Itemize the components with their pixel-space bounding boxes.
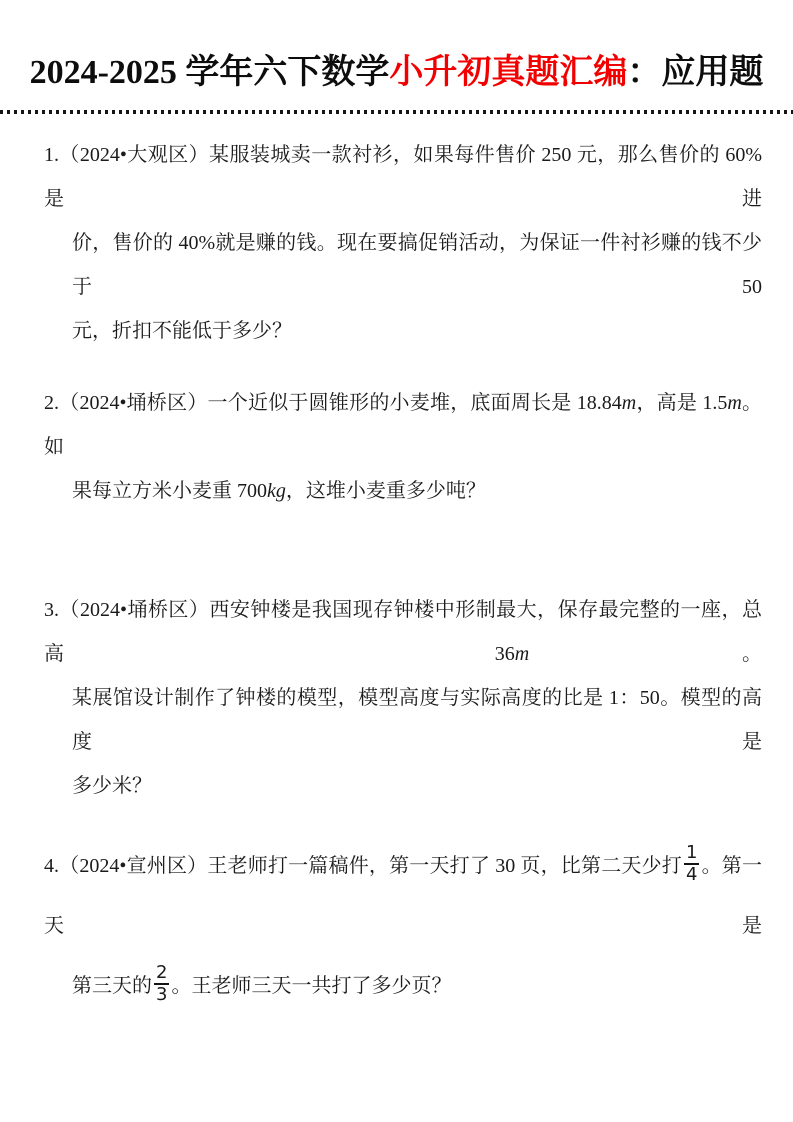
page-title [0, 44, 793, 93]
dotted-divider-line [0, 110, 793, 114]
fraction-numerator: 1 [685, 842, 698, 864]
text-segment: m [727, 392, 742, 414]
question-number: 2. [44, 392, 59, 414]
text-segment: m [621, 392, 637, 414]
question-block [44, 836, 762, 1016]
fraction-denominator: 4 [685, 864, 698, 886]
text-segment: ，这堆小麦重多少吨？ [285, 480, 486, 502]
question-line [72, 676, 762, 764]
text-segment: （2024•埇桥区）一个近似于圆锥形的小麦堆，底面周长是 18.84 [59, 392, 622, 414]
question-line [44, 836, 762, 956]
question-line [72, 221, 762, 309]
text-segment: 元，折扣不能低于多少？ [72, 320, 292, 342]
title-highlight: 小升初真题汇编 [389, 54, 628, 91]
question-line [72, 469, 762, 513]
question-line [44, 381, 762, 469]
fraction-denominator: 3 [156, 984, 168, 1006]
question-number: 4. [44, 855, 59, 877]
text-segment: 。 [529, 643, 763, 665]
question-number: 3. [44, 599, 59, 621]
text-segment: 果每立方米小麦重 700 [72, 480, 267, 502]
fraction [154, 963, 169, 1005]
text-segment: 。第一天是 [44, 855, 762, 937]
text-segment: （2024•埇桥区）西安钟楼是我国现存钟楼中形制最大，保存最完整的一座，总高 36 [44, 599, 762, 665]
text-segment: 某展馆设计制作了钟楼的模型，模型高度与实际高度的比是 1：50。模型的高度是 [72, 687, 762, 753]
text-segment: kg [267, 480, 286, 502]
text-segment: 。如 [44, 392, 763, 458]
text-segment: 多少米？ [72, 775, 152, 797]
question-block [44, 381, 762, 513]
question-block [44, 133, 762, 353]
text-segment: 第三天的 [72, 975, 152, 997]
text-segment: m [514, 643, 530, 665]
question-line [44, 133, 762, 221]
question-line [72, 764, 762, 808]
fraction-numerator: 2 [156, 962, 168, 984]
question-line [72, 309, 762, 353]
text-segment: 价，售价的 40%就是赚的钱。现在要搞促销活动，为保证一件衬衫赚的钱不少于 50 [72, 232, 762, 298]
text-segment: ，高是 1.5 [636, 392, 728, 414]
question-block [44, 588, 762, 808]
question-line [44, 588, 762, 676]
question-number: 1. [44, 144, 59, 166]
text-segment: （2024•大观区）某服装城卖一款衬衫，如果每件售价 250 元，那么售价的 60%是进 [44, 144, 762, 210]
question-line [72, 956, 762, 1016]
title-prefix: 2024-2025 学年六下数学 [29, 54, 390, 91]
text-segment: （2024•宣州区）王老师打一篇稿件，第一天打了 30 页，比第二天少打 [59, 855, 682, 877]
title-suffix: ：应用题 [627, 54, 764, 91]
text-segment: 。王老师三天一共打了多少页？ [171, 975, 452, 997]
fraction [684, 843, 699, 885]
